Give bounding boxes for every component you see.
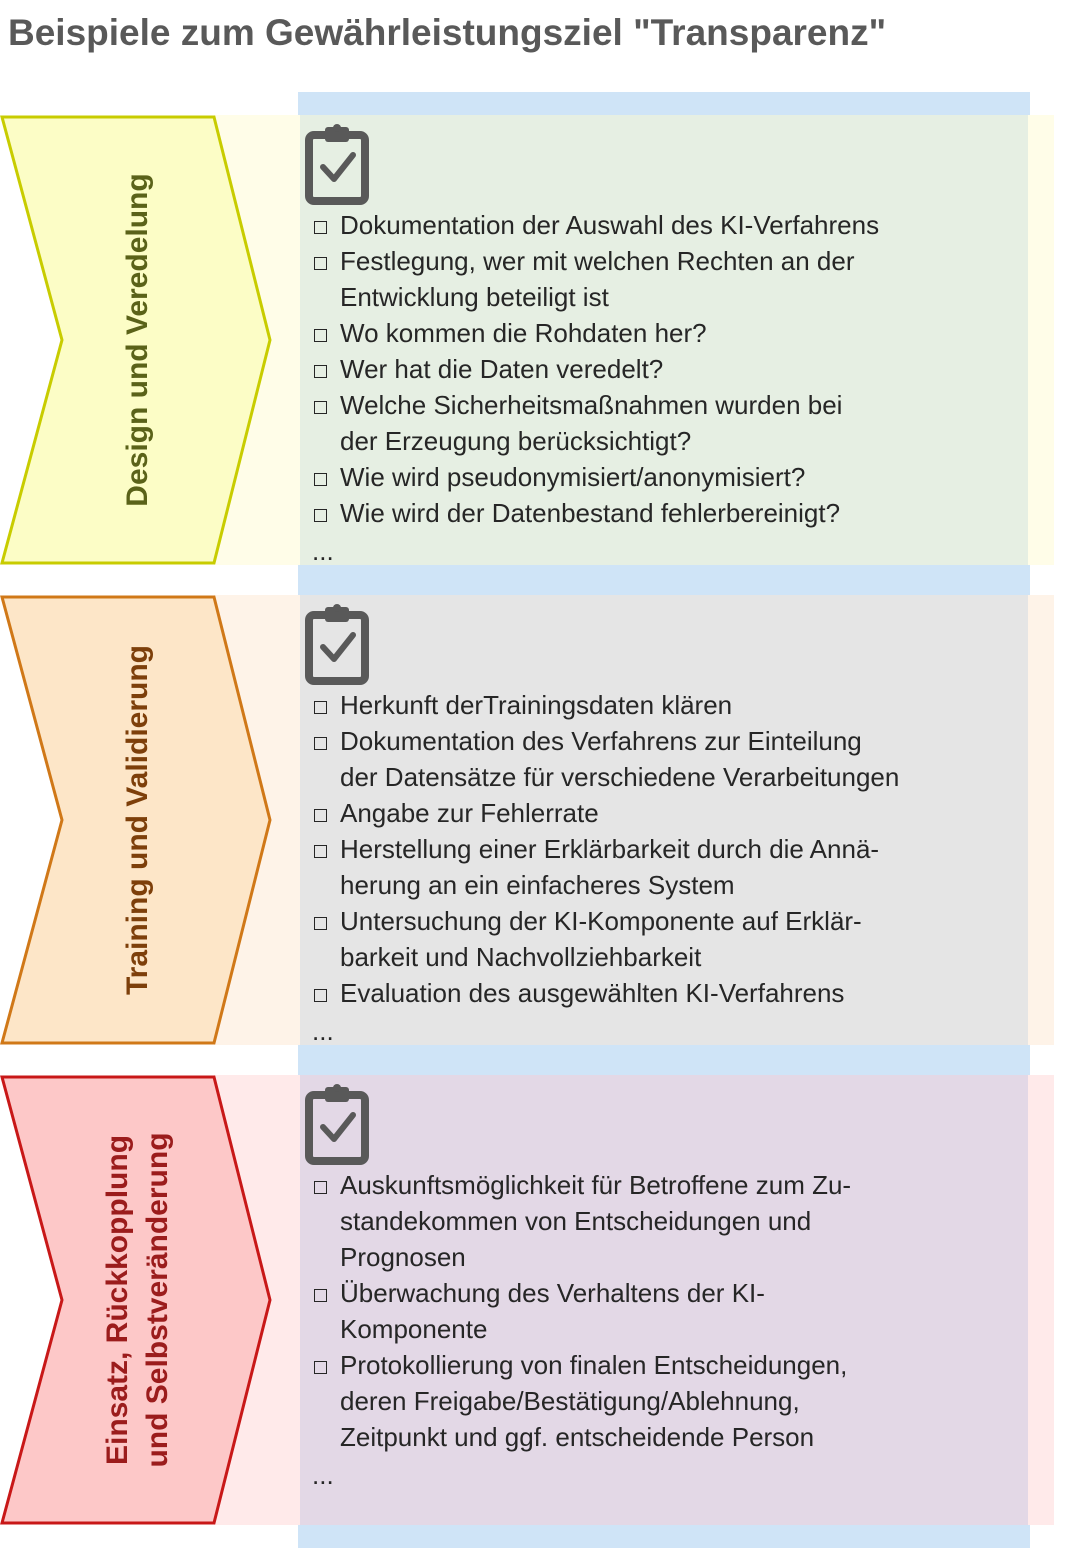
checkbox-icon	[314, 221, 327, 234]
phase-label	[98, 1132, 178, 1467]
checkbox-icon	[314, 917, 327, 930]
checklist-item	[312, 243, 1027, 315]
checklist-item-text: Protokollierung von finalen Entscheidungen,	[340, 1350, 848, 1380]
checklist-item	[312, 795, 1027, 831]
checklist-item-text: Prognosen	[340, 1242, 466, 1272]
checklist-item-text: Überwachung des Verhaltens der KI-	[340, 1278, 765, 1308]
checklist-item-text: Wo kommen die Rohdaten her?	[340, 318, 707, 348]
checklist-item	[312, 1275, 1027, 1347]
clipboard-check-icon	[304, 603, 370, 685]
checklist-item	[312, 975, 1027, 1011]
phase-label-line: Training und Validierung	[121, 644, 154, 996]
phase-label-line: Einsatz, Rückkopplung	[101, 1134, 134, 1466]
ellipsis: ...	[312, 1460, 334, 1490]
checklist-item-text: Evaluation des ausgewählten KI-Verfahrens	[340, 978, 845, 1008]
checklist-item-text: herung an ein einfacheres System	[340, 870, 735, 900]
checkbox-icon	[314, 329, 327, 342]
phase-label	[118, 645, 158, 995]
checklist-item-text: deren Freigabe/Bestätigung/Ablehnung,	[340, 1386, 800, 1416]
checklist-item	[312, 207, 1027, 243]
checklist-item	[312, 1167, 1027, 1275]
checklist-item-text: Wer hat die Daten veredelt?	[340, 354, 664, 384]
page-title: Beispiele zum Gewährleistungsziel "Transparenz"	[8, 12, 887, 53]
checklist-item-text: Entwicklung beteiligt ist	[340, 282, 609, 312]
checklist-item-text: Dokumentation der Auswahl des KI-Verfahrens	[340, 210, 880, 240]
checkbox-icon	[314, 1181, 327, 1194]
ellipsis: ...	[312, 1016, 334, 1046]
phase-section	[0, 1075, 1077, 1525]
checkbox-icon	[314, 509, 327, 522]
checkbox-icon	[314, 737, 327, 750]
checklist-item-text: Wie wird der Datenbestand fehlerbereinigt?	[340, 498, 841, 528]
checklist-item-text: Angabe zur Fehlerrate	[340, 798, 599, 828]
checklist-item-text: standekommen von Entscheidungen und	[340, 1206, 812, 1236]
phase-section	[0, 115, 1077, 565]
checklist-item	[312, 495, 1027, 531]
checklist-item	[312, 387, 1027, 459]
checklist-item	[312, 459, 1027, 495]
checklist-item	[312, 351, 1027, 387]
checkbox-icon	[314, 1361, 327, 1374]
phase-section	[0, 595, 1077, 1045]
ellipsis: ...	[312, 536, 334, 566]
checklist-item	[312, 903, 1027, 975]
checkbox-icon	[314, 701, 327, 714]
checklist	[312, 1167, 1027, 1455]
checklist-item-text: Festlegung, wer mit welchen Rechten an der	[340, 246, 855, 276]
phase-label	[118, 173, 158, 506]
checkbox-icon	[314, 1289, 327, 1302]
checkbox-icon	[314, 845, 327, 858]
clipboard-check-icon	[304, 1083, 370, 1165]
checklist-item-text: Auskunftsmöglichkeit für Betroffene zum Zu-	[340, 1170, 852, 1200]
checklist-item-text: Welche Sicherheitsmaßnahmen wurden bei	[340, 390, 843, 420]
checkbox-icon	[314, 473, 327, 486]
checklist-item-text: Herkunft derTrainingsdaten klären	[340, 690, 733, 720]
checklist-item-text: Zeitpunkt und ggf. entscheidende Person	[340, 1422, 815, 1452]
phase-label-line: und Selbstveränderung	[141, 1132, 174, 1468]
checkbox-icon	[314, 401, 327, 414]
checklist	[312, 207, 1027, 531]
checklist-item	[312, 315, 1027, 351]
checklist-item-text: barkeit und Nachvollziehbarkeit	[340, 942, 702, 972]
checklist	[312, 687, 1027, 1011]
checklist-item-text: Wie wird pseudonymisiert/anonymisiert?	[340, 462, 806, 492]
checklist-item-text: Untersuchung der KI-Komponente auf Erklär-	[340, 906, 862, 936]
checkbox-icon	[314, 257, 327, 270]
checkbox-icon	[314, 809, 327, 822]
checklist-item-text: der Erzeugung berücksichtigt?	[340, 426, 692, 456]
checklist-item-text: Dokumentation des Verfahrens zur Einteilung	[340, 726, 862, 756]
clipboard-check-icon	[304, 123, 370, 205]
checkbox-icon	[314, 989, 327, 1002]
checklist-item-text: Komponente	[340, 1314, 488, 1344]
checklist-item-text: der Datensätze für verschiedene Verarbeitungen	[340, 762, 900, 792]
checklist-item	[312, 1347, 1027, 1455]
checkbox-icon	[314, 365, 327, 378]
checklist-item	[312, 831, 1027, 903]
phase-label-line: Design und Veredelung	[121, 173, 154, 507]
checklist-item-text: Herstellung einer Erklärbarkeit durch die Annä-	[340, 834, 880, 864]
checklist-item	[312, 723, 1027, 795]
checklist-item	[312, 687, 1027, 723]
